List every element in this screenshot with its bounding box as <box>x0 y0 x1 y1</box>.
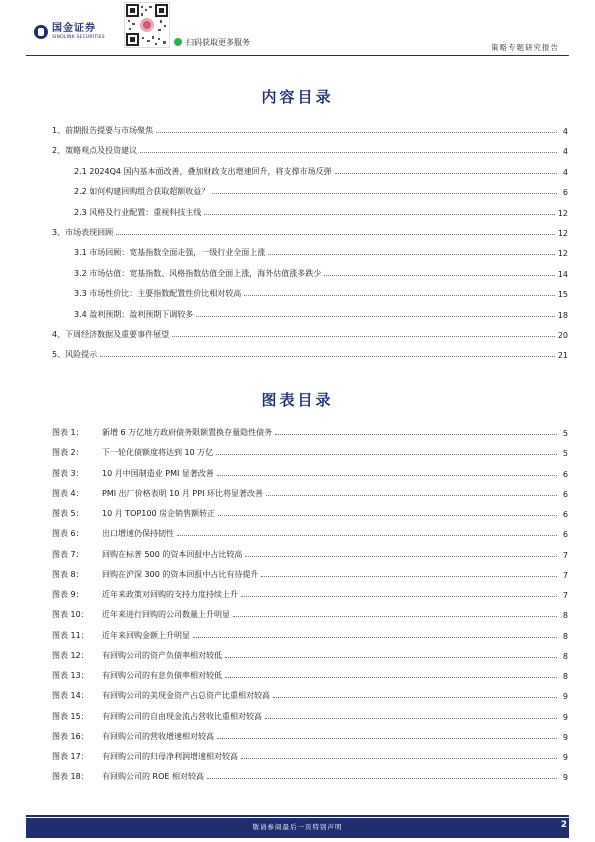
figure-entry-page: 7 <box>562 591 568 600</box>
figure-entry-title: 近年来回购金额上升明显 <box>102 630 190 640</box>
figure-entry-title: 有回购公司的自由现金流占营收比重相对较高 <box>102 711 262 721</box>
figure-leader-dots <box>261 576 557 577</box>
figure-entry-page: 8 <box>562 611 568 621</box>
toc-entry-label: 2.2 如何构建回购组合获取超额收益？ <box>74 187 210 197</box>
toc-entry-label: 2.1 2024Q4 国内基本面改善，叠加财政支出增速回升，将支撑市场反弹 <box>74 166 332 176</box>
figure-entry-page: 6 <box>562 469 568 479</box>
figure-entry[interactable] <box>52 566 568 580</box>
figure-entry-page: 8 <box>562 631 568 641</box>
toc-leader-dots <box>196 316 555 317</box>
figure-leader-dots <box>241 758 557 759</box>
toc-entry[interactable] <box>52 224 568 238</box>
figure-entry-title: 新增 6 万亿地方政府债务限额置换存量隐性债务 <box>102 428 273 437</box>
figure-entry-number: 图表 18： <box>52 772 89 782</box>
figure-entry-title: 近年来进行回购的公司数量上升明显 <box>102 610 230 620</box>
toc-entry-page: 6 <box>562 188 568 198</box>
figure-leader-dots <box>273 697 557 698</box>
figure-entry-number: 图表 4： <box>52 488 84 498</box>
figure-entry-page: 7 <box>562 550 568 560</box>
figure-leader-dots <box>266 495 557 496</box>
toc-entry[interactable] <box>52 326 568 340</box>
figure-entry-title: 10 月中国制造业 PMI 显著改善 <box>102 468 214 478</box>
toc-leader-dots <box>100 356 555 357</box>
toc-leader-dots <box>172 336 555 337</box>
figure-entry-page: 9 <box>562 692 568 702</box>
figure-entry-page: 5 <box>562 449 568 459</box>
figure-entry-page: 5 <box>562 429 568 438</box>
figure-entry-page: 9 <box>562 712 568 722</box>
toc-leader-dots <box>204 214 555 215</box>
figure-entry-number: 图表 10： <box>52 610 89 620</box>
toc-entry[interactable] <box>74 244 568 258</box>
figure-entry[interactable] <box>52 627 568 641</box>
figure-entry-number: 图表 13： <box>52 671 89 680</box>
toc-entry[interactable] <box>52 122 568 136</box>
toc-leader-dots <box>156 132 557 133</box>
figure-entry-page: 6 <box>562 530 568 540</box>
toc-leader-dots <box>335 173 557 174</box>
figure-entry[interactable] <box>52 667 568 681</box>
toc-entry-label: 1、前期报告提要与市场聚焦 <box>52 126 154 135</box>
toc-leader-dots <box>140 152 557 153</box>
qr-caption: 扫码获取更多服务 <box>186 38 250 47</box>
header-divider <box>26 55 569 56</box>
company-logo <box>34 24 105 41</box>
figure-entry-number: 图表 7： <box>52 549 84 559</box>
figure-entry-page: 8 <box>562 651 568 661</box>
figure-entry-number: 图表 9： <box>52 590 84 599</box>
figure-entry[interactable] <box>52 728 568 742</box>
figure-entry[interactable] <box>52 444 568 458</box>
figure-entry-page: 9 <box>562 773 568 783</box>
figure-entry-title: 回购在沪深 300 的资本回报中占比有待提升 <box>102 569 259 579</box>
toc-entry-page: 14 <box>557 269 568 279</box>
figure-entry[interactable] <box>52 708 568 722</box>
toc-entry-label: 5、风险提示 <box>52 350 98 360</box>
figure-leader-dots <box>217 475 557 476</box>
report-type-label: 策略专题研究报告 <box>491 43 559 52</box>
qr-code-icon[interactable] <box>124 2 170 48</box>
toc-entry[interactable] <box>52 346 568 360</box>
toc-entry-label: 3、市场表现回顾 <box>52 228 114 237</box>
figure-entry-title: 有回购公司的归母净利润增速相对较高 <box>102 752 238 761</box>
toc-entry-page: 4 <box>562 167 568 177</box>
toc-entry[interactable] <box>74 265 568 279</box>
logo-name-cn: 国金证券 <box>52 23 96 34</box>
footer-divider <box>26 815 569 817</box>
toc-entry-page: 12 <box>557 229 568 238</box>
figure-entry-title: PMI 出厂价格表明 10 月 PPI 环比将显著改善 <box>102 488 263 498</box>
toc-entry-label: 4、下周经济数据及重要事件展望 <box>52 330 170 339</box>
toc-entry-page: 12 <box>557 249 568 259</box>
figure-entry[interactable] <box>52 687 568 701</box>
toc-entry-label: 3.4 盈利预期：盈利预期下调较多 <box>74 309 194 319</box>
figure-entry-title: 出口增速仍保持韧性 <box>102 529 174 539</box>
figure-leader-dots <box>193 637 557 638</box>
figure-leader-dots <box>217 738 557 739</box>
figure-entry[interactable] <box>52 546 568 560</box>
figure-entry[interactable] <box>52 424 568 438</box>
toc-entry[interactable] <box>74 285 568 299</box>
figure-entry[interactable] <box>52 525 568 539</box>
figure-entry[interactable] <box>52 505 568 519</box>
figure-entry[interactable] <box>52 647 568 661</box>
toc-entry-page: 21 <box>557 351 568 361</box>
toc-leader-dots <box>324 275 555 276</box>
figure-entry-page: 6 <box>562 489 568 499</box>
toc-entry-label: 2、策略观点及投资建议 <box>52 146 138 156</box>
toc-entry-page: 12 <box>557 208 568 218</box>
toc-entry[interactable] <box>74 306 568 320</box>
figure-entry[interactable] <box>52 586 568 600</box>
figure-entry-number: 图表 11： <box>52 630 89 640</box>
figure-leader-dots <box>245 556 557 557</box>
figure-entry-number: 图表 16： <box>52 731 89 741</box>
toc-entry-label: 2.3 风格及行业配置：重视科技主线 <box>74 207 202 217</box>
figure-entry-number: 图表 5： <box>52 509 84 518</box>
toc-entry-page: 15 <box>557 290 568 300</box>
figure-entry[interactable] <box>52 485 568 499</box>
figure-entry[interactable] <box>52 768 568 782</box>
figure-entry-number: 图表 1： <box>52 428 84 437</box>
figure-entry-page: 6 <box>562 510 568 519</box>
figure-entry-number: 图表 14： <box>52 691 89 701</box>
figure-leader-dots <box>225 677 557 678</box>
figure-leader-dots <box>218 515 557 516</box>
toc-entry-page: 18 <box>557 310 568 320</box>
toc-entry-label: 3.3 市场性价比：主要指数配置性价比相对较高 <box>74 289 242 299</box>
figure-entry-page: 7 <box>562 570 568 580</box>
figure-leader-dots <box>241 596 557 597</box>
figure-entry-title: 有回购公司的美现金资产占总资产比重相对较高 <box>102 691 270 701</box>
toc-entry[interactable] <box>74 163 568 177</box>
figure-entry-page: 8 <box>562 672 568 681</box>
toc-entry-page: 4 <box>562 147 568 157</box>
toc-leader-dots <box>268 254 555 255</box>
toc-leader-dots <box>212 193 557 194</box>
figure-entry-number: 图表 12： <box>52 650 89 660</box>
figure-entry-number: 图表 3： <box>52 468 84 478</box>
figure-leader-dots <box>225 657 557 658</box>
toc-entry-label: 3.2 市场估值：宽基指数、风格指数估值全面上涨，海外估值涨多跌少 <box>74 268 322 278</box>
figure-entry-title: 回购在标普 500 的资本回报中占比较高 <box>102 549 243 559</box>
logo-mark-icon <box>34 25 48 39</box>
figure-entry-page: 9 <box>562 732 568 742</box>
figure-entry[interactable] <box>52 748 568 762</box>
toc-leader-dots <box>244 295 555 296</box>
figure-entry-page: 9 <box>562 753 568 762</box>
figure-entry-title: 下一轮化债额度将达到 10 万亿 <box>102 448 214 458</box>
toc-leader-dots <box>116 234 555 235</box>
page-number: 2 <box>560 820 567 830</box>
figure-entry-title: 有回购公司的有息负债率相对较低 <box>102 671 222 680</box>
figure-entry-number: 图表 6： <box>52 529 84 539</box>
toc-entry[interactable] <box>74 204 568 218</box>
figure-entry-number: 图表 8： <box>52 569 84 579</box>
toc-entry-page: 4 <box>562 127 568 136</box>
figure-entry-title: 有回购公司的 ROE 相对较高 <box>102 772 204 782</box>
figure-leader-dots <box>275 434 557 435</box>
figure-entry-number: 图表 15： <box>52 711 89 721</box>
figure-entry-title: 有回购公司的营收增速相对较高 <box>102 731 214 741</box>
toc-entry[interactable] <box>74 183 568 197</box>
figure-entry-number: 图表 2： <box>52 448 84 458</box>
figure-leader-dots <box>177 535 557 536</box>
toc-entry-page: 20 <box>557 331 568 340</box>
toc-entry-label: 3.1 市场回顾：宽基指数全面走强，一级行业全面上涨 <box>74 248 266 258</box>
toc-title: 内容目录 <box>261 88 334 106</box>
figure-entry-title: 有回购公司的资产负债率相对较低 <box>102 650 222 660</box>
page-header <box>0 0 595 52</box>
figure-leader-dots <box>233 616 557 617</box>
figure-entry[interactable] <box>52 606 568 620</box>
figure-entry-number: 图表 17： <box>52 752 89 761</box>
figure-entry[interactable] <box>52 465 568 479</box>
figure-entry-title: 近年来政策对回购的支持力度持续上升 <box>102 590 238 599</box>
logo-name-en: SINOLINK SECURITIES <box>52 35 105 40</box>
figure-leader-dots <box>216 454 557 455</box>
figures-title: 图表目录 <box>261 391 334 409</box>
figure-leader-dots <box>207 778 557 779</box>
wechat-badge-icon <box>174 38 182 46</box>
footer-disclaimer[interactable]: 敬请参阅最后一页特别声明 <box>252 823 343 831</box>
figure-leader-dots <box>265 718 557 719</box>
figure-entry-title: 10 月 TOP100 房企销售额转正 <box>102 509 216 518</box>
toc-entry[interactable] <box>52 142 568 156</box>
